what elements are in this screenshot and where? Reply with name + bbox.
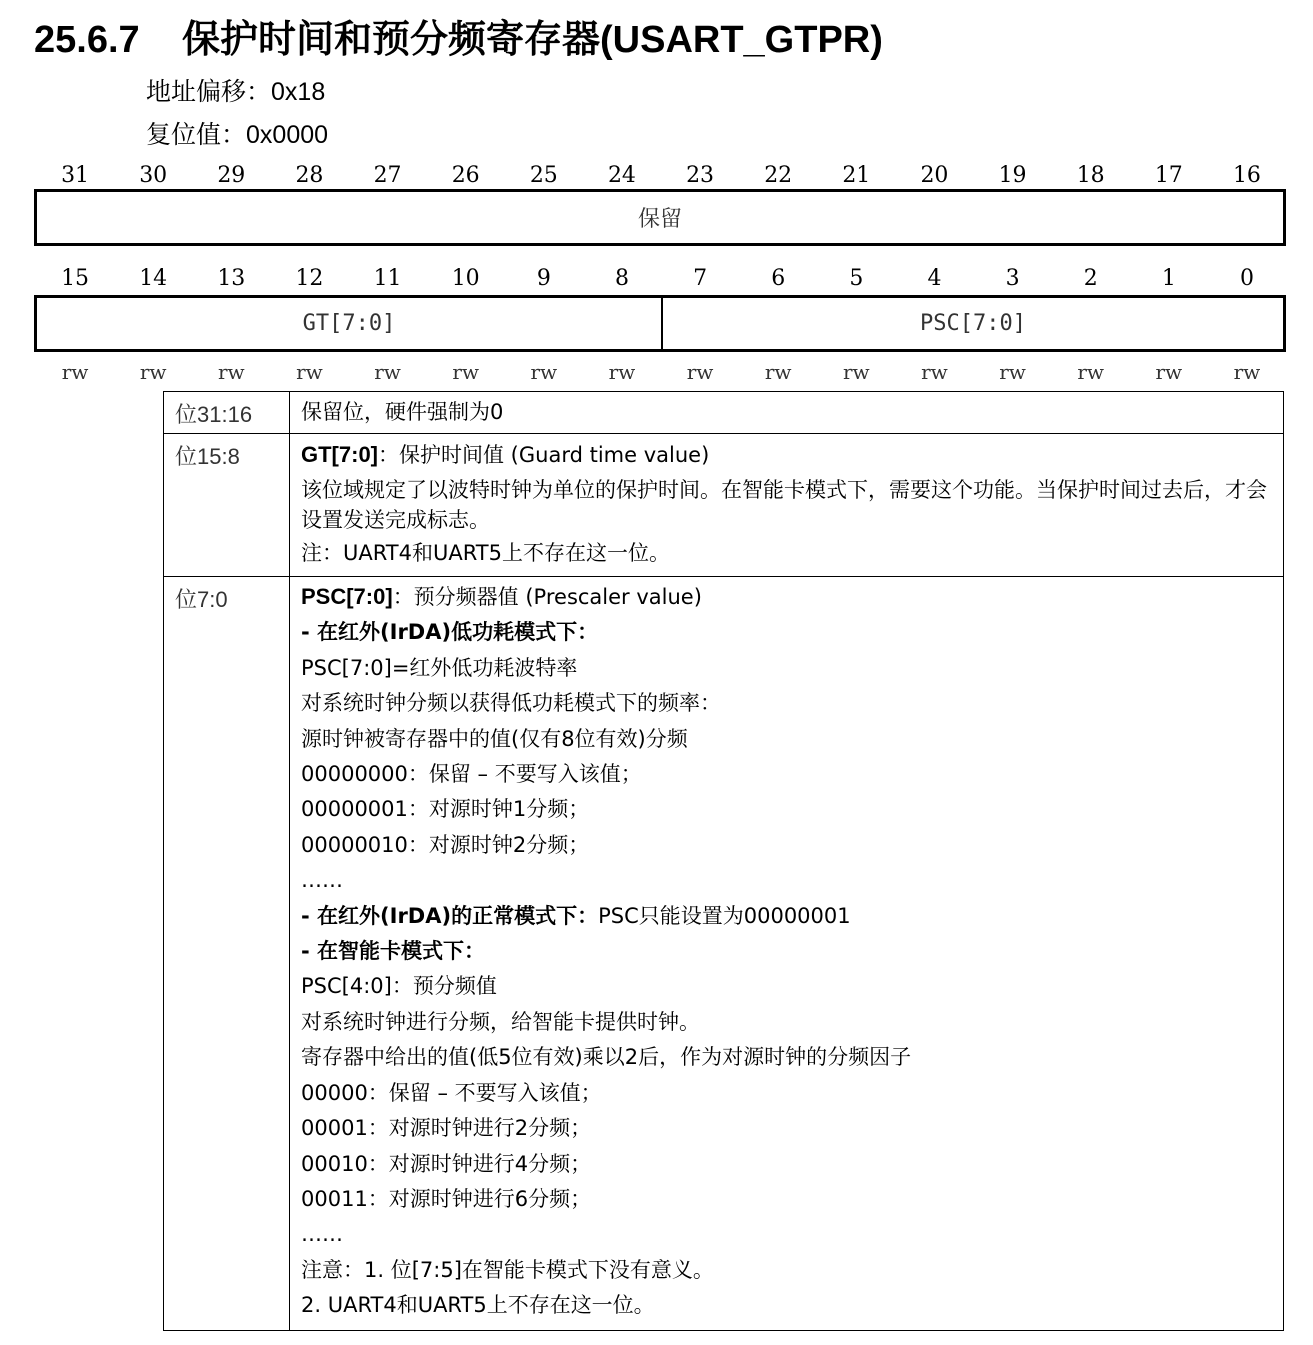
access-type: rw: [217, 360, 245, 384]
access-type: rw: [296, 360, 323, 384]
note-line: 注意：1. 位[7:5]在智能卡模式下没有意义。: [301, 1257, 714, 1282]
offset-value: 0x18: [271, 78, 326, 106]
bit-number: 26: [451, 163, 480, 188]
field-name: PSC[7:0]: [301, 584, 393, 609]
bit-number: 21: [842, 163, 871, 188]
bit-number: 2: [1083, 266, 1098, 291]
bit-number: 28: [295, 163, 324, 188]
bit-number: 29: [217, 163, 246, 188]
ellipsis: ……: [301, 1222, 343, 1247]
bit-number: 4: [927, 266, 942, 291]
bit-number: 23: [686, 163, 715, 188]
reset-value: [146, 115, 328, 151]
field-heading: [301, 440, 1273, 470]
table-row: [164, 577, 1284, 1331]
access-type: rw: [686, 360, 714, 384]
bit-number: 6: [771, 266, 786, 291]
access-type: rw: [139, 360, 167, 384]
section-heading: [34, 8, 883, 63]
bit-number: 0: [1239, 266, 1254, 291]
mode-heading-rest: PSC只能设置为00000001: [598, 903, 851, 928]
bit-number: 27: [373, 163, 402, 188]
bit-description-table: [163, 391, 1284, 1331]
bit-number: 9: [536, 266, 551, 291]
bit-number: 1: [1161, 266, 1176, 291]
bit-number: 10: [451, 266, 480, 291]
access-type: rw: [374, 360, 401, 384]
field-note: 注：UART4和UART5上不存在这一位。: [301, 541, 670, 565]
description-line: 寄存器中给出的值(低5位有效)乘以2后，作为对源时钟的分频因子: [301, 1045, 912, 1070]
reset-value-text: 0x0000: [246, 121, 329, 149]
bit-number: 8: [614, 266, 629, 291]
value-line: 00010：对源时钟进行4分频；: [301, 1151, 592, 1176]
bit-number: 5: [849, 266, 864, 291]
bit-number: 15: [61, 266, 90, 291]
note-line: 2. UART4和UART5上不存在这一位。: [301, 1293, 655, 1318]
access-type: rw: [1077, 360, 1105, 384]
description-line: 对系统时钟分频以获得低功耗模式下的频率：: [301, 691, 721, 716]
access-type: rw: [452, 360, 480, 384]
bit-number: 22: [764, 163, 793, 188]
table-row: [164, 434, 1284, 577]
lower-bit-numbers: [36, 266, 1286, 291]
value-line: 00011：对源时钟进行6分频；: [301, 1186, 592, 1211]
value-line: 00001：对源时钟进行2分频；: [301, 1116, 592, 1141]
description-line: 对系统时钟进行分频，给智能卡提供时钟。: [301, 1009, 700, 1034]
access-row: [36, 360, 1286, 384]
description-line: PSC[4:0]：预分频值: [301, 974, 497, 999]
psc-field: PSC[7:0]: [920, 311, 1026, 336]
field-title: ：保护时间值 (Guard time value): [378, 443, 710, 467]
mode-heading: - 在智能卡模式下：: [301, 939, 486, 964]
value-line: 00000000：保留 – 不要写入该值；: [301, 762, 642, 787]
bit-number: 16: [1232, 163, 1261, 188]
bit-number: 14: [139, 266, 168, 291]
mode-heading: - 在红外(IrDA)低功耗模式下：: [301, 620, 599, 645]
bit-number: 11: [373, 266, 402, 291]
bit-number: 31: [61, 163, 90, 188]
access-type: rw: [764, 360, 792, 384]
access-type: rw: [842, 360, 870, 384]
value-line: 00000：保留 – 不要写入该值；: [301, 1080, 602, 1105]
reserved-field: 保留: [637, 207, 682, 232]
access-type: rw: [61, 360, 89, 384]
upper-bit-numbers: [36, 163, 1286, 188]
bit-number: 3: [1005, 266, 1020, 291]
offset-label: 地址偏移：: [146, 77, 272, 106]
access-type: rw: [530, 360, 558, 384]
address-offset: [146, 72, 325, 108]
bit-number: 7: [693, 266, 708, 291]
access-type: rw: [999, 360, 1026, 384]
access-type: rw: [608, 360, 636, 384]
access-type: rw: [921, 360, 948, 384]
reset-label: 复位值：: [146, 120, 247, 149]
access-type: rw: [1233, 360, 1261, 384]
field-name: GT[7:0]: [301, 442, 378, 467]
bit-number: 20: [920, 163, 949, 188]
bit-number: 18: [1076, 163, 1105, 188]
mode-heading-bold: - 在红外(IrDA)的正常模式下：: [301, 903, 599, 928]
bit-number: 25: [529, 163, 558, 188]
section-number: 25.6.7: [34, 19, 140, 61]
description-line: PSC[7:0]=红外低功耗波特率: [301, 655, 578, 680]
value-line: 00000010：对源时钟2分频；: [301, 832, 590, 857]
bits-cell: 位31:16: [164, 392, 290, 434]
bit-number: 30: [139, 163, 168, 188]
description-cell: [290, 577, 1284, 1331]
bit-number: 13: [217, 266, 246, 291]
bits-cell: 位7:0: [164, 577, 290, 1331]
ellipsis: ……: [301, 868, 343, 893]
bit-number: 17: [1154, 163, 1183, 188]
field-heading: [301, 579, 1273, 615]
value-line: 00000001：对源时钟1分频；: [301, 797, 590, 822]
description-text: 保留位，硬件强制为0: [301, 400, 504, 424]
register-upper-row: [34, 189, 1286, 246]
section-title: 保护时间和预分频寄存器(USART_GTPR): [182, 19, 883, 61]
description-line: 源时钟被寄存器中的值(仅有8位有效)分频: [301, 726, 688, 751]
gt-field: GT[7:0]: [37, 298, 663, 349]
field-description: 该位域规定了以波特时钟为单位的保护时间。在智能卡模式下，需要这个功能。当保护时间过去后，才会设置发送完成标志。: [301, 478, 1267, 532]
bit-number: 19: [998, 163, 1027, 188]
table-row: [164, 392, 1284, 434]
bits-cell: 位15:8: [164, 434, 290, 577]
mode-heading: [301, 899, 1273, 934]
register-lower-row: [34, 295, 1286, 352]
field-title: ：预分频器值 (Prescaler value): [392, 585, 702, 609]
bit-number: 12: [295, 266, 324, 291]
bit-number: 24: [607, 163, 636, 188]
description-cell: [290, 392, 1284, 434]
access-type: rw: [1155, 360, 1183, 384]
description-cell: [290, 434, 1284, 577]
